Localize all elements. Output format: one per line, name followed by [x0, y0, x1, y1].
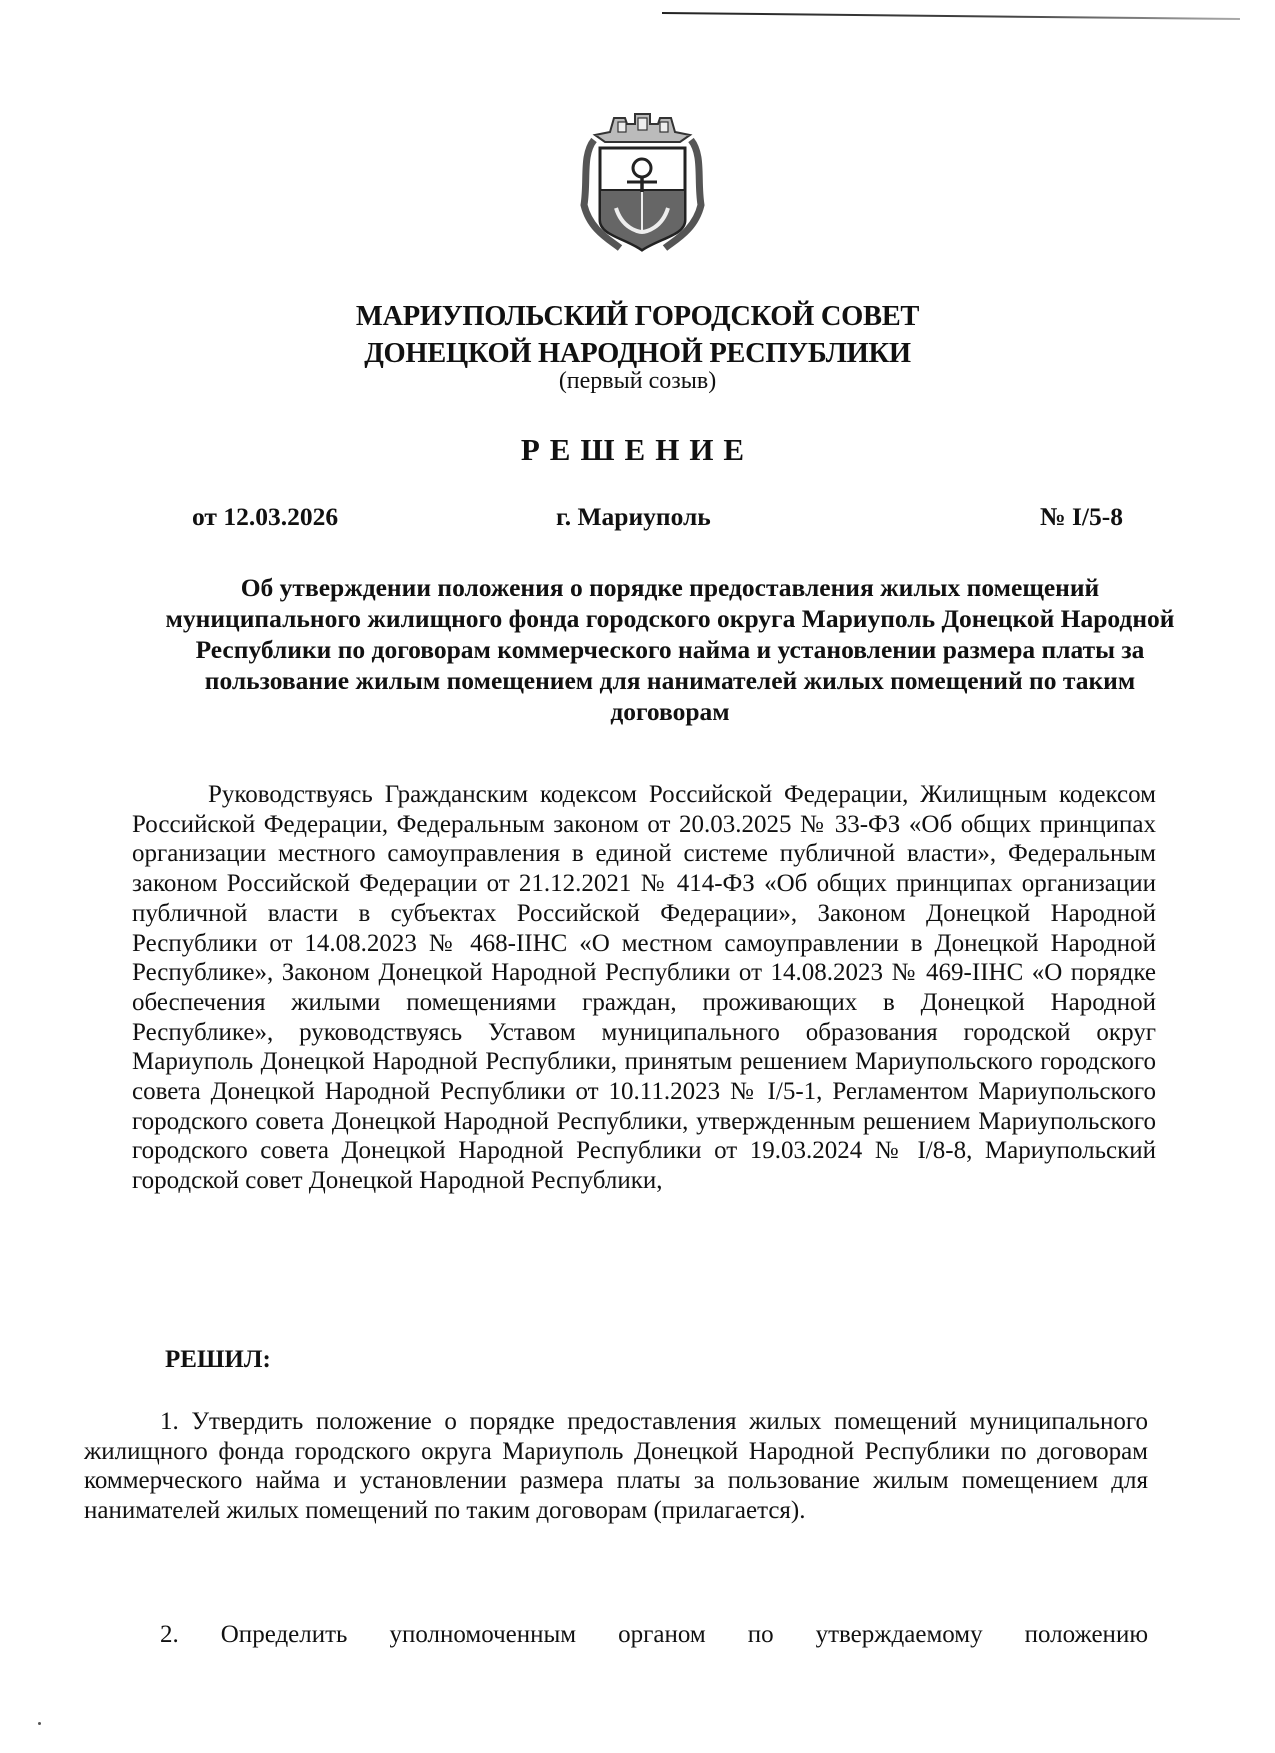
decision-city: г. Мариуполь — [556, 502, 711, 531]
decision-subject: Об утверждении положения о порядке предоставления жилых помещений муниципального жилищного фонда городского округа Мариуполь Донецкой Народной Республики по договорам коммерческого найма и установлении размера платы за пользование жилым помещением для нанимателей жилых помещений по таким договорам — [165, 573, 1175, 726]
decision-date: от 12.03.2026 — [192, 502, 339, 531]
resolution-item-2: 2. Определить уполномоченным органом по утверждаемому положению — [160, 1621, 1148, 1648]
resolution-item-1: 1. Утвердить положение о порядке предоставления жилых помещений муниципального жилищного фонда городского округа Мариуполь Донецкой Народной Республики по договорам коммерческого найма и установлении размера платы за пользование жилым помещением для нанимателей жилых помещений по таким договорам (прилагается). — [84, 1408, 1148, 1525]
council-name-line1: МАРИУПОЛЬСКИЙ ГОРОДСКОЙ СОВЕТ — [355, 301, 920, 332]
council-name-line2: ДОНЕЦКОЙ НАРОДНОЙ РЕСПУБЛИКИ — [364, 338, 911, 369]
decision-number: № I/5-8 — [1040, 502, 1123, 531]
coat-of-arms-icon — [580, 110, 705, 255]
scan-artifact-dot — [38, 1722, 41, 1725]
document-type-title: РЕШЕНИЕ — [520, 432, 755, 467]
convocation: (первый созыв) — [558, 368, 717, 394]
preamble-paragraph: Руководствуясь Гражданским кодексом Российской Федерации, Жилищным кодексом Российской Федерации, Федеральным законом от 20.03.2025 № 33-ФЗ «Об общих принципах организации местного самоуправления в единой системе публичной власти», Федеральным законом Российской Федерации от 21.12.2021 № 414-ФЗ «Об общих принципах организации публичной власти в субъектах Российской Федерации», Законом Донецкой Народной Республики от 14.08.2023 № 468-IIНС «О местном самоуправлении в Донецкой Народной Республике», Законом Донецкой Народной Республики от 14.08.2023 № 469-IIНС «О порядке обеспечения жилыми помещениями граждан, проживающих в Донецкой Народной Республике», руководствуясь Уставом муниципального образования городской округ Мариуполь Донецкой Народной Республики, принятым решением Мариупольского городского совета Донецкой Народной Республики от 10.11.2023 № I/5-1, Регламентом Мариупольского городского совета Донецкой Народной Республики, утвержденным решением Мариупольского городского совета Донецкой Народной Республики от 19.03.2024 № I/8-8, Мариупольский городской совет Донецкой Народной Республики, — [132, 781, 1156, 1195]
scan-artifact-line — [662, 12, 1240, 20]
resolved-heading: РЕШИЛ: — [165, 1346, 271, 1373]
council-name — [0, 298, 1275, 372]
